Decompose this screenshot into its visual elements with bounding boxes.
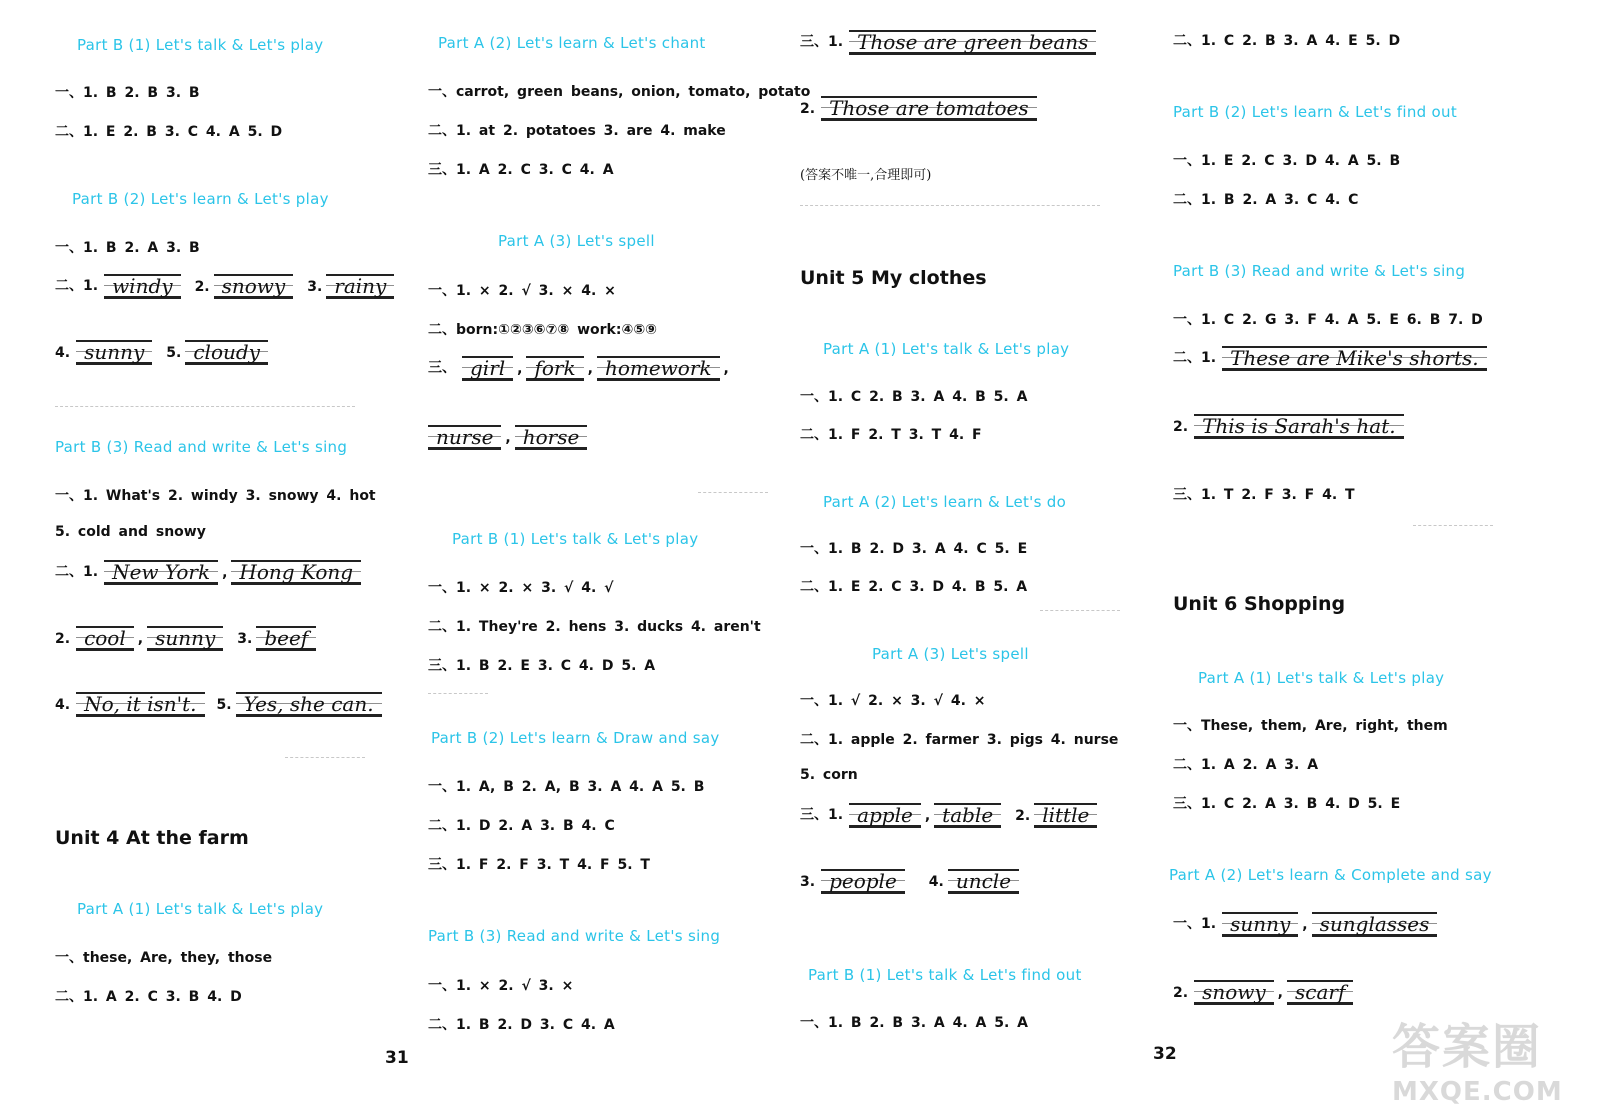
handwritten-sentence: Those are tomatoes <box>821 96 1037 121</box>
answer-line: 三、1. C 2. A 3. B 4. D 5. E <box>1173 796 1401 812</box>
section-heading: Part A (3) Let's spell <box>498 232 655 250</box>
section-heading: Part B (2) Let's learn & Let's find out <box>1173 103 1458 121</box>
item-number: 2. <box>194 279 210 295</box>
handwritten-word: table <box>934 803 1001 828</box>
handwriting-line <box>55 274 394 299</box>
handwriting-line: 三、1. apple , table 2. little <box>800 803 1097 828</box>
unit-title: Unit 5 My clothes <box>800 267 987 289</box>
section-heading: Part B (3) Read and write & Let's sing <box>1173 262 1466 280</box>
section-heading: Part A (1) Let's talk & Let's play <box>823 340 1070 358</box>
answer-line: 一、1. What's 2. windy 3. snowy 4. hot <box>55 488 376 504</box>
section-heading: Part A (2) Let's learn & Let's do <box>823 493 1067 511</box>
answer-line: 二、1. at 2. potatoes 3. are 4. make <box>428 123 726 139</box>
answer-line: 一、1. × 2. √ 3. × <box>428 978 574 994</box>
section-heading: Part A (3) Let's spell <box>872 645 1029 663</box>
answer-line: 一、1. × 2. × 3. √ 4. √ <box>428 580 614 596</box>
divider <box>800 205 1100 206</box>
watermark-bottom: MXQE.COM <box>1392 1077 1563 1107</box>
divider <box>1040 610 1120 611</box>
item-number: 三、1. <box>800 34 844 50</box>
item-number: 二、1. <box>55 278 99 294</box>
answer-line: 二、born:①②③⑥⑦⑧ work:④⑤⑨ <box>428 322 658 338</box>
answer-line: 5. corn <box>800 767 858 783</box>
section-heading: Part B (1) Let's talk & Let's play <box>452 530 699 548</box>
handwritten-word: scarf <box>1287 980 1353 1005</box>
handwritten-word: homework <box>597 356 720 381</box>
handwritten-word: sunny <box>76 340 152 365</box>
handwritten-word: apple <box>849 803 921 828</box>
answer-line: 三、1. F 2. F 3. T 4. F 5. T <box>428 857 650 873</box>
handwritten-word: fork <box>526 356 583 381</box>
handwriting-line: 二、1. New York , Hong Kong <box>55 560 361 585</box>
answer-line: 一、carrot, green beans, onion, tomato, potato <box>428 84 811 100</box>
watermark-logo <box>1392 1008 1563 1108</box>
handwriting-line <box>1173 346 1487 371</box>
section-heading: Part B (2) Let's learn & Draw and say <box>431 729 720 747</box>
divider <box>428 693 488 694</box>
handwriting-line <box>55 692 382 717</box>
handwriting-line <box>1173 414 1404 439</box>
item-number: 5. <box>216 697 232 713</box>
divider <box>55 406 355 407</box>
answer-line: 二、1. A 2. A 3. A <box>1173 757 1319 773</box>
item-number: 三、 <box>428 360 456 376</box>
handwriting-line: 2. snowy , scarf <box>1173 980 1353 1005</box>
handwritten-word: uncle <box>948 869 1019 894</box>
handwritten-word: No, it isn't. <box>76 692 204 717</box>
item-number: 3. <box>237 631 253 647</box>
section-heading: Part A (1) Let's talk & Let's play <box>77 900 324 918</box>
answer-line: 二、1. They're 2. hens 3. ducks 4. aren't <box>428 619 761 635</box>
answer-line: 二、1. A 2. C 3. B 4. D <box>55 989 242 1005</box>
answer-line: 二、1. apple 2. farmer 3. pigs 4. nurse <box>800 732 1119 748</box>
section-heading: Part B (3) Read and write & Let's sing <box>428 927 721 945</box>
divider <box>698 492 768 493</box>
divider <box>285 757 365 758</box>
item-number: 3. <box>307 279 323 295</box>
item-number: 二、1. <box>1173 350 1217 366</box>
column-1 <box>55 0 400 1117</box>
handwritten-word: sunny <box>1222 912 1298 937</box>
handwritten-word: nurse <box>428 425 501 450</box>
answer-line: 二、1. F 2. T 3. T 4. F <box>800 427 982 443</box>
answer-line: 5. cold and snowy <box>55 524 206 540</box>
section-heading: Part B (1) Let's talk & Let's play <box>77 36 324 54</box>
column-4 <box>1169 0 1553 1117</box>
column-3 <box>800 0 1145 1117</box>
handwritten-word: New York <box>104 560 218 585</box>
unit-title: Unit 4 At the farm <box>55 827 249 849</box>
handwriting-line <box>800 96 1037 121</box>
item-number: 2. <box>800 101 816 117</box>
handwritten-word: cloudy <box>185 340 268 365</box>
handwritten-word: horse <box>515 425 588 450</box>
item-number: 2. <box>1173 419 1189 435</box>
section-heading: Part B (2) Let's learn & Let's play <box>72 190 329 208</box>
answer-line: 三、1. A 2. C 3. C 4. A <box>428 162 614 178</box>
answer-line: 一、1. B 2. A 3. B <box>55 240 200 256</box>
handwritten-word: people <box>821 869 905 894</box>
answer-line: 二、1. E 2. C 3. D 4. B 5. A <box>800 579 1028 595</box>
answer-line: 二、1. B 2. D 3. C 4. A <box>428 1017 615 1033</box>
section-heading: Part A (1) Let's talk & Let's play <box>1198 669 1445 687</box>
item-number: 一、1. <box>1173 916 1217 932</box>
answer-line: 三、1. T 2. F 3. F 4. T <box>1173 487 1355 503</box>
answer-line: 一、1. B 2. D 3. A 4. C 5. E <box>800 541 1028 557</box>
handwritten-word: beef <box>256 626 316 651</box>
item-number: 二、1. <box>55 564 99 580</box>
answer-line: 一、1. C 2. B 3. A 4. B 5. A <box>800 389 1028 405</box>
item-number: 5. <box>166 345 182 361</box>
item-number: 4. <box>55 345 71 361</box>
answer-line: 一、1. C 2. G 3. F 4. A 5. E 6. B 7. D <box>1173 312 1483 328</box>
answer-line: 二、1. C 2. B 3. A 4. E 5. D <box>1173 33 1401 49</box>
handwriting-line: 一、1. sunny , sunglasses <box>1173 912 1437 937</box>
answer-line: 一、1. B 2. B 3. A 4. A 5. A <box>800 1015 1029 1031</box>
page-number: 32 <box>1153 1044 1177 1064</box>
handwriting-line: nurse , horse <box>428 425 587 450</box>
note: (答案不唯一,合理即可) <box>800 168 932 183</box>
item-number: 2. <box>1173 985 1189 1001</box>
handwritten-word: little <box>1034 803 1097 828</box>
handwritten-word: girl <box>462 356 513 381</box>
answer-line: 一、1. B 2. B 3. B <box>55 85 200 101</box>
item-number: 2. <box>1015 808 1031 824</box>
answer-line: 一、These, them, Are, right, them <box>1173 718 1448 734</box>
answer-line: 一、these, Are, they, those <box>55 950 273 966</box>
answer-line: 一、1. A, B 2. A, B 3. A 4. A 5. B <box>428 779 705 795</box>
handwriting-line: 三、 girl , fork , homework , <box>428 356 729 380</box>
answer-line: 一、1. E 2. C 3. D 4. A 5. B <box>1173 153 1401 169</box>
handwritten-word: snowy <box>214 274 294 299</box>
handwriting-line: 2. cool , sunny 3. beef <box>55 626 316 651</box>
item-number: 4. <box>928 874 944 890</box>
answer-line: 一、1. √ 2. × 3. √ 4. × <box>800 693 986 709</box>
handwritten-word: sunny <box>147 626 223 651</box>
handwritten-sentence: This is Sarah's hat. <box>1194 414 1404 439</box>
watermark-top: 答案圈 <box>1392 1019 1543 1075</box>
answer-line: 三、1. B 2. E 3. C 4. D 5. A <box>428 658 656 674</box>
item-number: 3. <box>800 874 816 890</box>
answer-line: 二、1. B 2. A 3. C 4. C <box>1173 192 1359 208</box>
section-heading: Part A (2) Let's learn & Complete and say <box>1169 866 1492 884</box>
unit-title: Unit 6 Shopping <box>1173 593 1346 615</box>
answer-line: 一、1. × 2. √ 3. × 4. × <box>428 283 616 299</box>
answer-line: 二、1. E 2. B 3. C 4. A 5. D <box>55 124 283 140</box>
handwriting-line <box>800 30 1096 55</box>
section-heading: Part B (3) Read and write & Let's sing <box>55 438 348 456</box>
handwriting-line <box>55 340 268 365</box>
page-number: 31 <box>385 1048 409 1068</box>
handwritten-sentence: Those are green beans <box>849 30 1096 55</box>
item-number: 4. <box>55 697 71 713</box>
column-2 <box>428 0 811 1117</box>
handwritten-word: windy <box>104 274 181 299</box>
handwritten-word: sunglasses <box>1312 912 1438 937</box>
item-number: 2. <box>55 631 71 647</box>
item-number: 三、1. <box>800 807 844 823</box>
handwritten-word: Yes, she can. <box>236 692 382 717</box>
handwritten-word: cool <box>76 626 134 651</box>
section-heading: Part B (1) Let's talk & Let's find out <box>808 966 1082 984</box>
answer-line: 二、1. D 2. A 3. B 4. C <box>428 818 615 834</box>
handwritten-word: snowy <box>1194 980 1274 1005</box>
section-heading: Part A (2) Let's learn & Let's chant <box>438 34 706 52</box>
divider <box>1413 525 1493 526</box>
handwritten-word: rainy <box>326 274 394 299</box>
handwritten-word: Hong Kong <box>231 560 361 585</box>
handwritten-sentence: These are Mike's shorts. <box>1222 346 1487 371</box>
handwriting-line <box>800 869 1019 894</box>
